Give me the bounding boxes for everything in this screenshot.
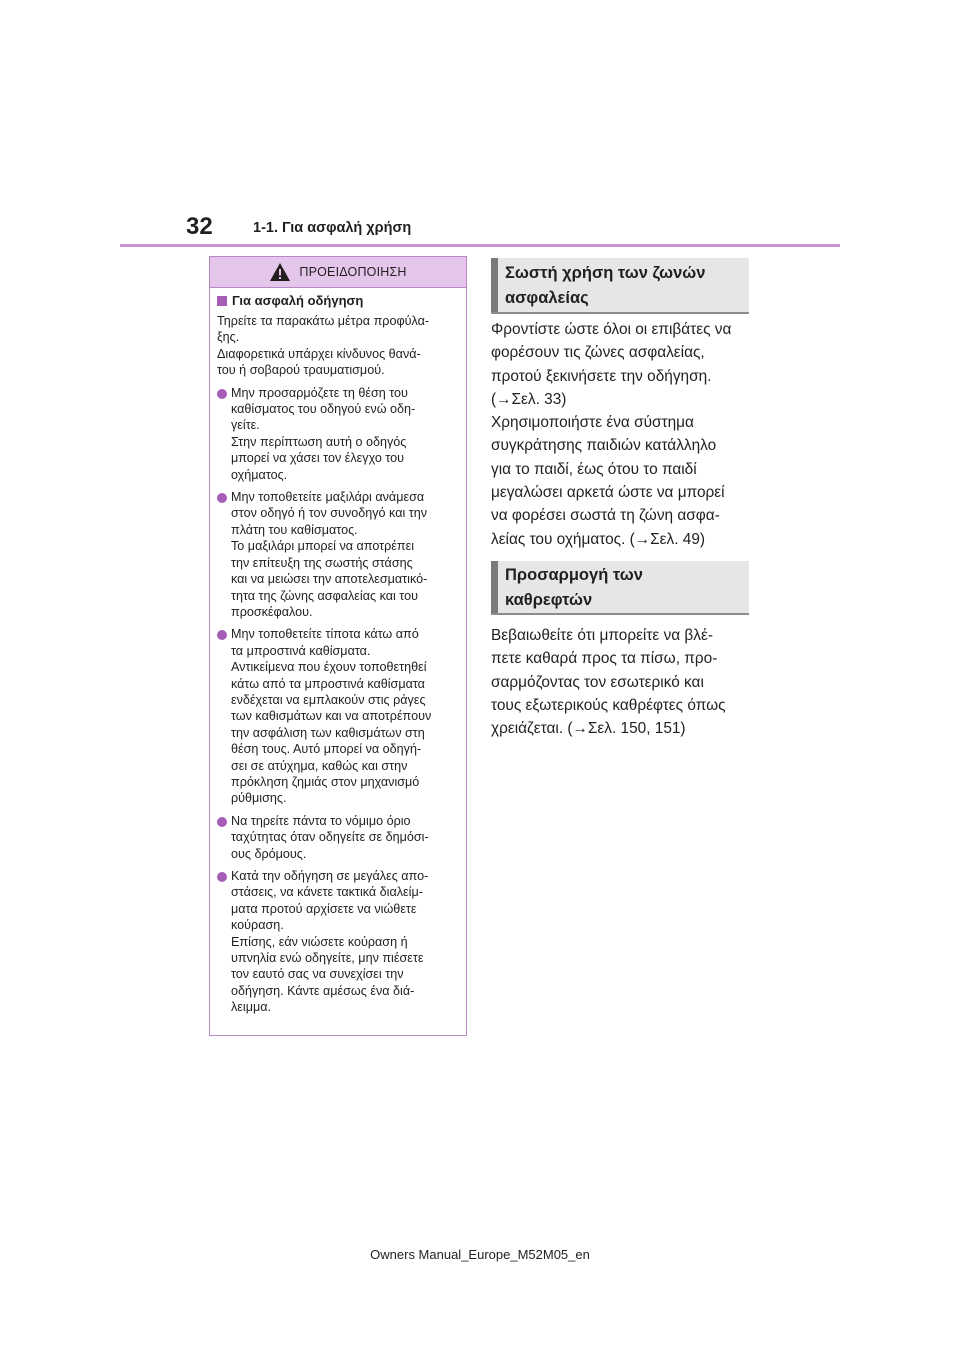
square-bullet-icon — [217, 296, 227, 306]
warning-item-text: Μην προσαρμόζετε τη θέση του καθίσματος του οδηγού ενώ οδη- γείτε. Στην περίπτωση αυτή ο οδηγός μπορεί να χάσει τον έλεγχο του οχήματος. — [231, 385, 416, 482]
warning-item — [217, 626, 459, 806]
seatbelt-heading-text: Σωστή χρήση των ζωνών ασφαλείας — [505, 264, 706, 307]
warning-item — [217, 489, 459, 620]
warning-item — [217, 385, 459, 483]
warning-item-text: Κατά την οδήγηση σε μεγάλες απο- στάσεις, να κάνετε τακτικά διαλείμ- ματα προτού αρχίσετε να νιώθετε κούραση. Επίσης, εάν νιώσετε κούραση ή υπνηλία ενώ οδηγείτε, μην πιέσετε τον εαυτό σας να συνεχίσει την οδήγηση. Κάντε αμέσως ένα διά- λειμμα. — [231, 869, 429, 1015]
circle-bullet-icon — [217, 493, 227, 503]
warning-item — [217, 813, 459, 862]
warning-subheading-text: Για ασφαλή οδήγηση — [232, 293, 364, 308]
circle-bullet-icon — [217, 872, 227, 882]
warning-body — [210, 288, 466, 1016]
seatbelt-section-heading — [491, 258, 749, 314]
warning-header — [210, 257, 466, 288]
warning-triangle-icon — [269, 262, 291, 282]
seatbelt-section-body: Φροντίστε ώστε όλοι οι επιβάτες να φορέσουν τις ζώνες ασφαλείας, προτού ξεκινήσετε την οδήγηση. (→Σελ. 33) Χρησιμοποιήστε ένα σύστημα συγκράτησης παιδιών κατάλληλο για το παιδί, έως ότου το παιδί μεγαλώσει αρκετά ώστε να μπορεί να φορέσει σωστά τη ζώνη ασφα- λείας του οχήματος. (→Σελ. 49) — [491, 321, 732, 548]
mirrors-section-heading — [491, 561, 749, 615]
circle-bullet-icon — [217, 630, 227, 640]
warning-item — [217, 868, 459, 1016]
warning-box — [209, 256, 467, 1036]
section-title: 1-1. Για ασφαλή χρήση — [253, 220, 412, 236]
mirrors-section-body: Βεβαιωθείτε ότι μπορείτε να βλέ- πετε καθαρά προς τα πίσω, προ- σαρμόζοντας τον εσωτερικό και τους εξωτερικούς καθρέφτες όπως χρειάζεται. (→Σελ. 150, 151) — [491, 627, 726, 738]
warning-item-text: Να τηρείτε πάντα το νόμιμο όριο ταχύτητας όταν οδηγείτε σε δημόσι- ους δρόμους. — [231, 813, 429, 861]
page-number: 32 — [186, 213, 213, 240]
warning-title: ΠΡΟΕΙΔΟΠΟΙΗΣΗ — [299, 265, 407, 279]
mirrors-heading-text: Προσαρμογή των καθρεφτών — [505, 566, 643, 609]
warning-intro: Τηρείτε τα παρακάτω μέτρα προφύλα- ξης. Διαφορετικά υπάρχει κίνδυνος θανά- του ή σοβαρού τραυματισμού. — [217, 314, 430, 378]
warning-item-text: Μην τοποθετείτε μαξιλάρι ανάμεσα στον οδηγό ή τον συνοδηγό και την πλάτη του καθίσματος. Το μαξιλάρι μπορεί να αποτρέπει την επίτευξη της σωστής στάσης και να μειώσει την αποτελεσματικό- τητα της ζώνης ασφαλείας και του προσκέφαλου. — [231, 490, 428, 619]
header-rule — [120, 244, 840, 247]
circle-bullet-icon — [217, 817, 227, 827]
circle-bullet-icon — [217, 389, 227, 399]
warning-subheading — [217, 292, 459, 310]
warning-item-text: Μην τοποθετείτε τίποτα κάτω από τα μπροστινά καθίσματα. Αντικείμενα που έχουν τοποθετηθεί κάτω από τα μπροστινά καθίσματα ενδέχεται να εμπλακούν στις ράγες των καθισμάτων και να αποτρέπουν την ασφάλιση των καθισμάτων στη θέση τους. Αυτό μπορεί να οδηγή- σει σε ατύχημα, καθώς και στην πρόκληση ζημιάς στον μηχανισμό ρύθμισης. — [231, 627, 432, 806]
footer-text: Owners Manual_Europe_M52M05_en — [370, 1247, 590, 1262]
